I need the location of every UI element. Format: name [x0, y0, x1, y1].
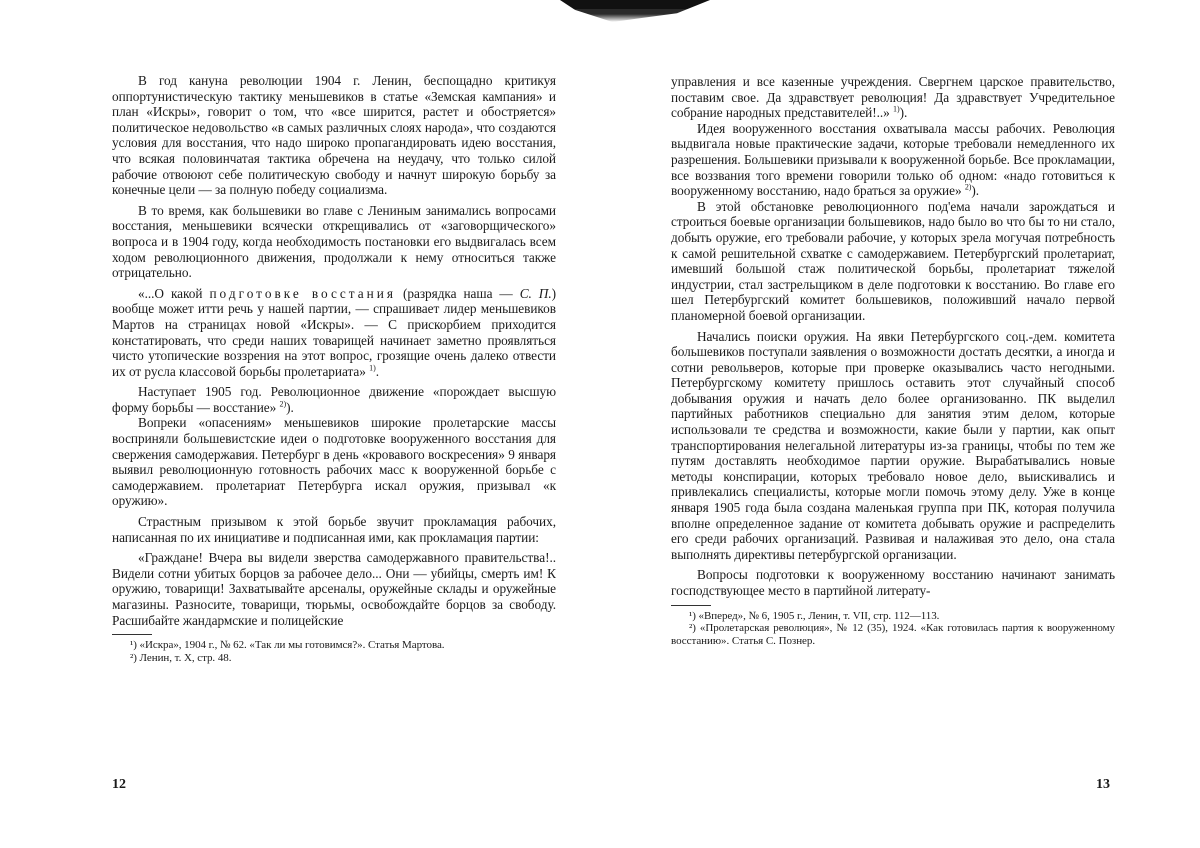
- footnote-rule: [112, 634, 152, 635]
- footnote-2: ²) «Пролетарская революция», № 12 (35), 1924. «Как готовилась партия к вооруженному восстанию». Статья С. Познер.: [671, 622, 1115, 647]
- author-initials: С. П.: [519, 285, 552, 301]
- martov-quote: «...О какой подготовке восстания (разрядка наша — С. П.) вообще может итти речь у нашей партии, — спрашивает лидер меньшевиков Мартов на страницах новой «Искры». — С прискорбием приходится констатировать, что среди наших товарищей начинает заметно проявляться чисто утопические воззрения на этот вопрос, грозящие очень далеко отвести их от русла классовой борьбы пролетариата» $^{1)}$.: [112, 285, 556, 379]
- page-number-left: 12: [112, 777, 126, 792]
- paragraph-idea: Идея вооруженного восстания охватывала массы рабочих. Революция выдвигала новые практические задачи, которые требовали немедленного их разрешения. Большевики призывали к вооруженной борьбе. Все прокламации, все воззвания того времени говорили только об одном: «надо готовиться к вооруженному восстанию, надо браться за оружие» $^{2)}$).: [671, 120, 1115, 199]
- footnote-2: ²) Ленин, т. X, стр. 48.: [130, 651, 232, 664]
- left-footnotes: [112, 639, 556, 664]
- right-text-column: [671, 74, 1115, 647]
- footnote-ref-2: 2): [964, 182, 972, 192]
- footnote-ref-1: 1): [893, 104, 900, 114]
- right-page: [600, 0, 1200, 848]
- paragraph-call: Страстным призывом к этой борьбе звучит прокламация рабочих, написанная по их инициативе и подписанная ими, как прокламация партии:: [112, 514, 556, 545]
- paragraph-questions: Вопросы подготовки к вооруженному восстанию начинают занимать господствующее место в партийной литерату-: [671, 567, 1115, 598]
- footnote-ref-1: 1): [369, 363, 376, 373]
- paragraph-search: Начались поиски оружия. На явки Петербургского соц.-дем. комитета большевиков поступали заявления о возможности достать десятки, а иногда и сотни револьверов, которые при проверке оказывались часто негодными. Петербургскому комитету пришлось оставить этот случайный способ добывания оружия и начать дело более организованно. ПК выделил партийных работников специально для занятия этим делом, которые использовали те средства и возможности, какие были у партии, как опыт транспортирования нелегальной литературы из-за границы, чтобы по тем же путям доставлять необходимое партии оружие. Вырабатывались новые методы конспирации, которых требовало новое дело, выискивались и привлекались специалисты, которые могли помочь этому делу. Уже в конце января 1905 года была создана маленькая группа при ПК, которая получила вполне определенное задание от комитета добывать оружие и распределить его среди рабочих организаций. Развивая и налаживая это дело, она стала выполнять директивы петербургской организации.: [671, 328, 1115, 562]
- paragraph-atmosphere: В этой обстановке революционного под'ема начали зарождаться и строиться боевые организации большевиков, надо было во что бы то ни стало, добыть оружие, его требовали рабочие, у которых зрела могучая потребность к самой решительной схватке с самодержавием. Петербургский пролетариат, имевший большой стаж политической борьбы, пролетариат тяжелой индустрии, стал застрельщиком в деле подготовки к восстанию. Во главе его шел Петербургский комитет большевиков, положивший начало первой планомерной боевой организации.: [671, 198, 1115, 323]
- paragraph-proclamation: «Граждане! Вчера вы видели зверства самодержавного правительства!.. Видели сотни убитых борцов за рабочее дело... Они — убийцы, смерть им! К оружию, товарищи! Захватывайте арсеналы, оружейные склады и оружейные магазины. Разносите, товарищи, тюрьмы, освобождайте борцов за свободу. Расшибайте жандармские и полицейские: [112, 550, 556, 628]
- right-footnotes: [671, 610, 1115, 648]
- paragraph-bolsheviks: В то время, как большевики во главе с Лениным занимались вопросами восстания, меньшевики всячески открещивались от «заговорщического» вопроса и в 1904 году, когда необходимость постановки его выдвигалась всем ходом революционного движения, продолжали к нему относиться также отрицательно.: [112, 202, 556, 281]
- page-number-right: 13: [1096, 777, 1110, 792]
- left-text-column: [112, 73, 556, 664]
- footnote-1: ¹) «Вперед», № 6, 1905 г., Ленин, т. VII, стр. 112—113.: [689, 609, 940, 622]
- footnote-ref-2: 2): [279, 399, 287, 409]
- footnote-rule: [671, 605, 711, 606]
- spaced-emphasis: подготовке восстания: [209, 285, 397, 301]
- paragraph-1905: Наступает 1905 год. Революционное движение «порождает высшую форму борьбы — восстание» $^{2)}$).: [112, 384, 556, 415]
- paragraph-despite: Вопреки «опасениям» меньшевиков широкие пролетарские массы восприняли большевистские идеи о подготовке вооруженного восстания для свержения самодержавия. Петербург в день «кровавого воскресения» 9 января выявил революционную готовность рабочих масс к вооруженной борьбе с самодержавием. пролетариат Петербурга искал оружия, призывал «к оружию».: [112, 415, 556, 509]
- paragraph-1904: В год кануна революции 1904 г. Ленин, беспощадно критикуя оппортунистическую тактику меньшевиков в статье «Земская кампания» и план «Искры», говорит о том, что «все ширится, растет и обостряется» политическое недовольство «в самых различных слоях народа», что создаются условия для восстания, что надо широко пропагандировать идею восстания, что всякая половинчатая тактика обречена на неудачу, что только силой рабочие отвоюют себе политическую свободу и начнут широкую борьбу за конечные цели — за полную победу социализма.: [112, 73, 556, 198]
- paragraph-proclamation-end: управления и все казенные учреждения. Свергнем царское правительство, поставим свое. Да здравствует революция! Да здравствует Учредительное собрание народных представителей!..» $^{1)}$).: [671, 74, 1115, 121]
- footnote-1: ¹) «Искра», 1904 г., № 62. «Так ли мы готовимся?». Статья Мартова.: [130, 639, 445, 652]
